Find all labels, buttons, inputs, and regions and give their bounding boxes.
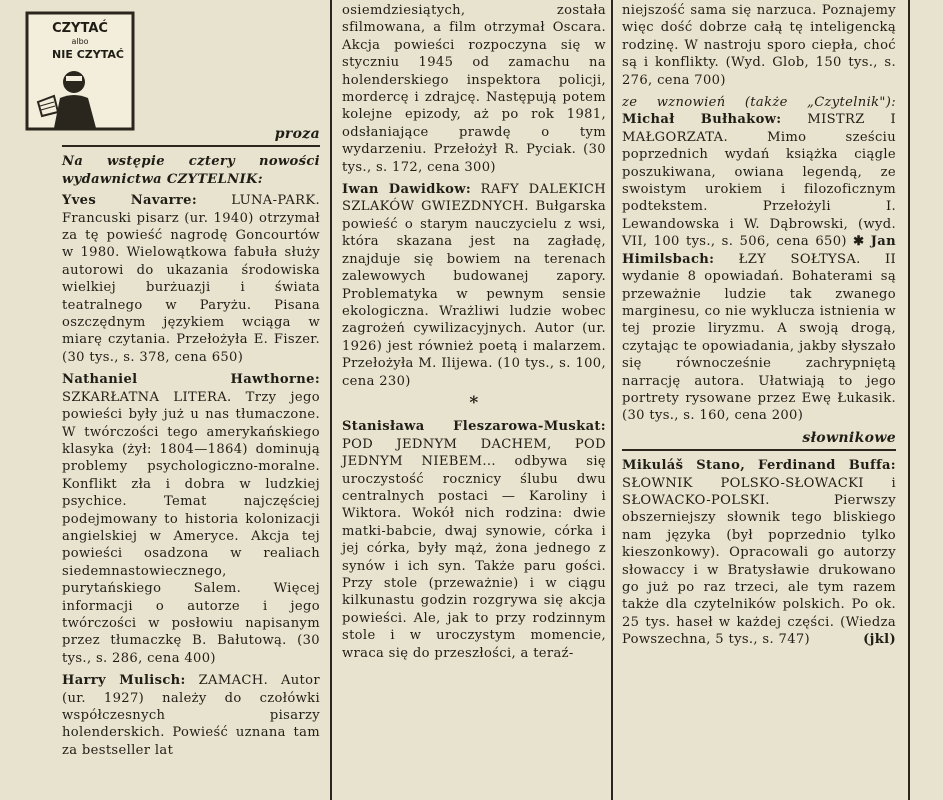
review-text: RAFY DALEKICH SZLAKÓW GWIEZDNYCH. Bułgarska powieść o starym nauczycielu z wsi, która skazana jest na zagładę, znajduje się bowiem na terenach zalewowych budowanej zapory. Problematyka w pewnym sensie ekologiczna. Wrażliwi ludzie wobec zagrożeń cywilizacyjnych. Autor (ur. 1926) jest również poetą i malarzem. Przełożyła M. Ilijewa. (10 tys., s. 100, cena 230) [342, 182, 606, 389]
czytac-albo-nie-czytac-logo [24, 10, 136, 132]
review-fleszarowa-continued: niejszość sama się narzuca. Poznajemy więc dość dobrze całą tę inteligencką rodzinę. W nastroju sporo ciepła, choć są i konflikty. (Wyd. Glob, 150 tys., s. 276, cena 700) [622, 3, 896, 88]
review-navarre [62, 192, 320, 366]
review-text: ZAMACH. Autor (ur. 1927) należy do czołówki współczesnych pisarzy holenderskich. Powieść uznana tam za bestseller lat [62, 673, 320, 758]
column-3 [622, 2, 896, 654]
review-text: ŁZY SOŁTYSA. II wydanie 8 opowiadań. Bohaterami są przeważnie ludzie tak zwanego marginesu, co nie wyklucza istnienia w tej prozie liryzmu. A swoją drogą, czytając te opowiadania, jakby słyszało się równocześnie zachrypniętą narrację autora. Ułatwiają to jego portrety rysowane przez Ewę Łukasik. (30 tys., s. 160, cena 200) [622, 251, 897, 424]
author-name: Yves Navarre: [62, 193, 198, 209]
author-name: Mikuláš Stano, Ferdinand Buffa: [622, 458, 896, 474]
section-heading-proza: proza [62, 126, 320, 147]
author-name: Jan Himilsbach: [622, 234, 896, 267]
review-fleszarowa [342, 418, 606, 662]
review-text: MISTRZ I MAŁGORZATA. Mimo sześciu poprzednich wydań książka ciągle poszukiwana, owiana legendą, ze swoistym urokiem i filozoficznym podtekstem. Przełożyli I. Lewandowska i W. Dąbrowski, (wyd. VII, 100 tys., s. 506, cena 650) [622, 112, 897, 250]
intro-text: Na wstępie cztery nowości wydawnictwa CZYTELNIK: [62, 154, 320, 187]
column-1 [62, 126, 320, 764]
review-mulisch [62, 672, 320, 759]
logo-bottom-text: NIE CZYTAĆ [52, 48, 124, 61]
column-divider [330, 0, 332, 800]
review-text: POD JEDNYM DACHEM, POD JEDNYM NIEBEM... odbywa się uroczystość rocznicy ślubu dwu centralnych postaci — Karoliny i Wiktora. Wokół nich rodzina: dwie matki-babcie, dwaj synowie, córka i jej córka, były mąż, żona jednego z synów i ich syn. Także paru gości. Przy stole (przeważnie) i w ciągu kilkunastu godzin rozgrywa się akcja powieści. Ale, jak to przy rodzinnym stole i w uroczystym momencie, wraca się do przeszłości, a teraź- [342, 436, 606, 661]
review-stano-buffa [622, 457, 896, 648]
inline-separator-star: ✱ [853, 234, 865, 250]
review-bulhakow-himilsbach [622, 94, 896, 425]
logo-top-text: CZYTAĆ [52, 21, 108, 36]
review-mulisch-continued: osiemdziesiątych, została sfilmowana, a film otrzymał Oscara. Akcja powieści rozpoczyna się w styczniu 1945 od zamachu na holenderskiego inspektora policji, mordercę i zdrajcę. Następują potem kolejne epizody, aż po rok 1981, odsłaniające prawdę o tym wydarzeniu. Przełożył R. Pyciak. (30 tys., s. 172, cena 300) [342, 3, 606, 175]
review-text: SZKARŁATNA LITERA. Trzy jego powieści były już u nas tłumaczone. W twórczości tego amerykańskiego klasyka (żył: 1804—1864) dominują problemy psychologiczno-moralne. Konflikt zła i dobra w ludzkiej psychice. Temat najczęściej podejmowany to historia kolonizacji angielskiej w Ameryce. Akcja tej powieści osadzona w realiach siedemnastowiecznego, purytańskiego Salem. Więcej informacji o autorze i jego twórczości w posłowiu napisanym przez tłumaczkę B. Bałutową. (30 tys., s. 286, cena 400) [62, 389, 320, 666]
column-divider [908, 0, 910, 800]
review-hawthorne [62, 371, 320, 667]
reissue-prefix: ze wznowień (także „Czytelnik"): [622, 95, 896, 111]
author-signature: (jkl) [863, 632, 896, 648]
section-heading-slownikowe: słownikowe [622, 430, 896, 451]
author-name: Nathaniel Hawthorne: [62, 372, 320, 388]
author-name: Michał Bułhakow: [622, 112, 782, 128]
column-divider [611, 0, 613, 800]
review-dawidkow [342, 181, 606, 390]
author-name: Iwan Dawidkow: [342, 182, 472, 198]
author-name: Harry Mulisch: [62, 673, 186, 689]
logo-mid-text: albo [71, 37, 89, 46]
review-text: SŁOWNIK POLSKO-SŁOWACKI i SŁOWACKO-POLSKI. Pierwszy obszerniejszy słownik tego bliskiego nam języka (był poprzednio tylko kieszonkowy). Opracowali go autorzy słowaccy i w Bratysławie drukowano go już po raz trzeci, ale tym razem także dla czytelników polskich. Po ok. 25 tys. haseł w każdej części. (Wiedza Powszechna, 5 tys., s. 747) [622, 475, 896, 648]
section-separator-star: * [469, 392, 479, 413]
author-name: Stanisława Fleszarowa-Muskat: [342, 419, 606, 435]
column-2 [342, 2, 606, 667]
review-text: LUNA-PARK. Francuski pisarz (ur. 1940) otrzymał za tę powieść nagrodę Goncourtów w 1980. Wielowątkowa fabuła służy autorowi do ukazania środowiska wielkiej burżuazji i świata teatralnego w Paryżu. Pisana oszczędnym językiem wciąga w miarę czytania. Przełożyła E. Fiszer. (30 tys., s. 378, cena 650) [62, 193, 320, 365]
